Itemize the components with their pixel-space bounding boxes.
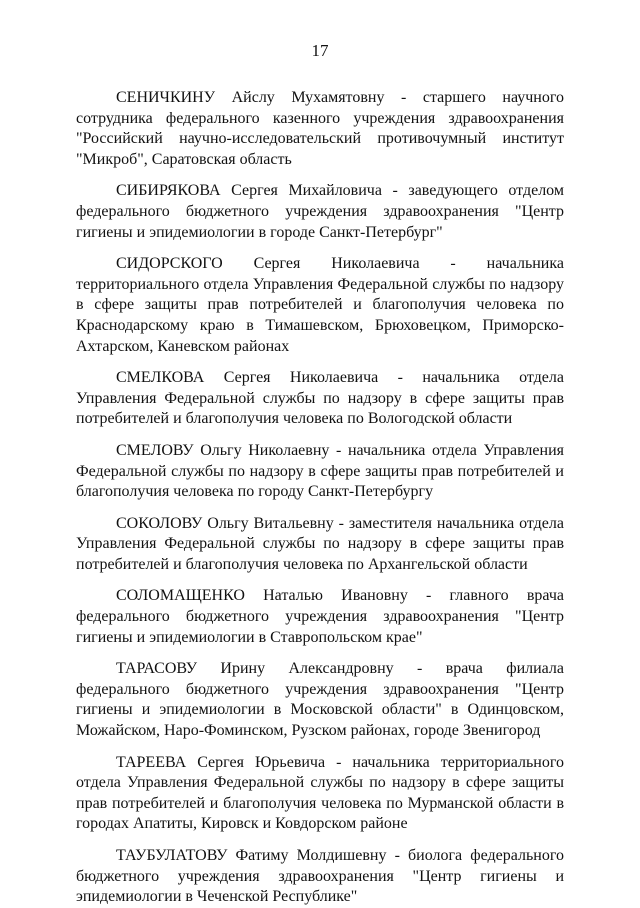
page-number: 17	[311, 41, 329, 60]
list-item: СМЕЛОВУ Ольгу Николаевну - начальника отдела Управления Федеральной службы по надзору в сфере защиты прав потребителей и благополучия человека по городу Санкт-Петербургу	[76, 441, 564, 501]
list-item: СИБИРЯКОВА Сергея Михайловича - заведующего отделом федерального бюджетного учреждения здравоохранения "Центр гигиены и эпидемиологии в городе Санкт-Петербург"	[76, 182, 564, 241]
list-item: СМЕЛКОВА Сергея Николаевича - начальника отдела Управления Федеральной службы по надзору в сфере защиты прав потребителей и благополучия человека по Вологодской области	[76, 369, 564, 428]
list-item: СЕНИЧКИНУ Айслу Мухамятовну - старшего научного сотрудника федерального казенного учреждения здравоохранения "Российский научно-исследовательский противочумный институт "Микроб", Саратовская область	[76, 89, 564, 168]
list-item: ТАРАСОВУ Ирину Александровну - врача филиала федерального бюджетного учреждения здравоохранения "Центр гигиены и эпидемиологии в Московской области" в Одинцовском, Можайском, Наро-Фоминском, Рузском районах, городе Звенигород	[76, 660, 564, 740]
award-list	[76, 88, 564, 908]
list-item: СОКОЛОВУ Ольгу Витальевну - заместителя начальника отдела Управления Федеральной службы по надзору в сфере защиты прав потребителей и благополучия человека по Архангельской области	[76, 514, 564, 573]
list-item: СОЛОМАЩЕНКО Наталью Ивановну - главного врача федерального бюджетного учреждения здравоохранения "Центр гигиены и эпидемиологии в Ставропольском крае"	[76, 587, 564, 646]
list-item: ТАУБУЛАТОВУ Фатиму Молдишевну - биолога федерального бюджетного учреждения здравоохранения "Центр гигиены и эпидемиологии в Чеченской Республике"	[76, 847, 564, 906]
list-item: СИДОРСКОГО Сергея Николаевича - начальника территориального отдела Управления Федеральной службы по надзору в сфере защиты прав потребителей и благополучия человека по Краснодарскому краю в Тимашевском, Брюховецком, Приморско-Ахтарском, Каневском районах	[76, 255, 564, 355]
list-item: ТАРЕЕВА Сергея Юрьевича - начальника территориального отдела Управления Федеральной службы по надзору в сфере защиты прав потребителей и благополучия человека по Мурманской области в городах Апатиты, Кировск и Ковдорском районе	[76, 753, 564, 833]
